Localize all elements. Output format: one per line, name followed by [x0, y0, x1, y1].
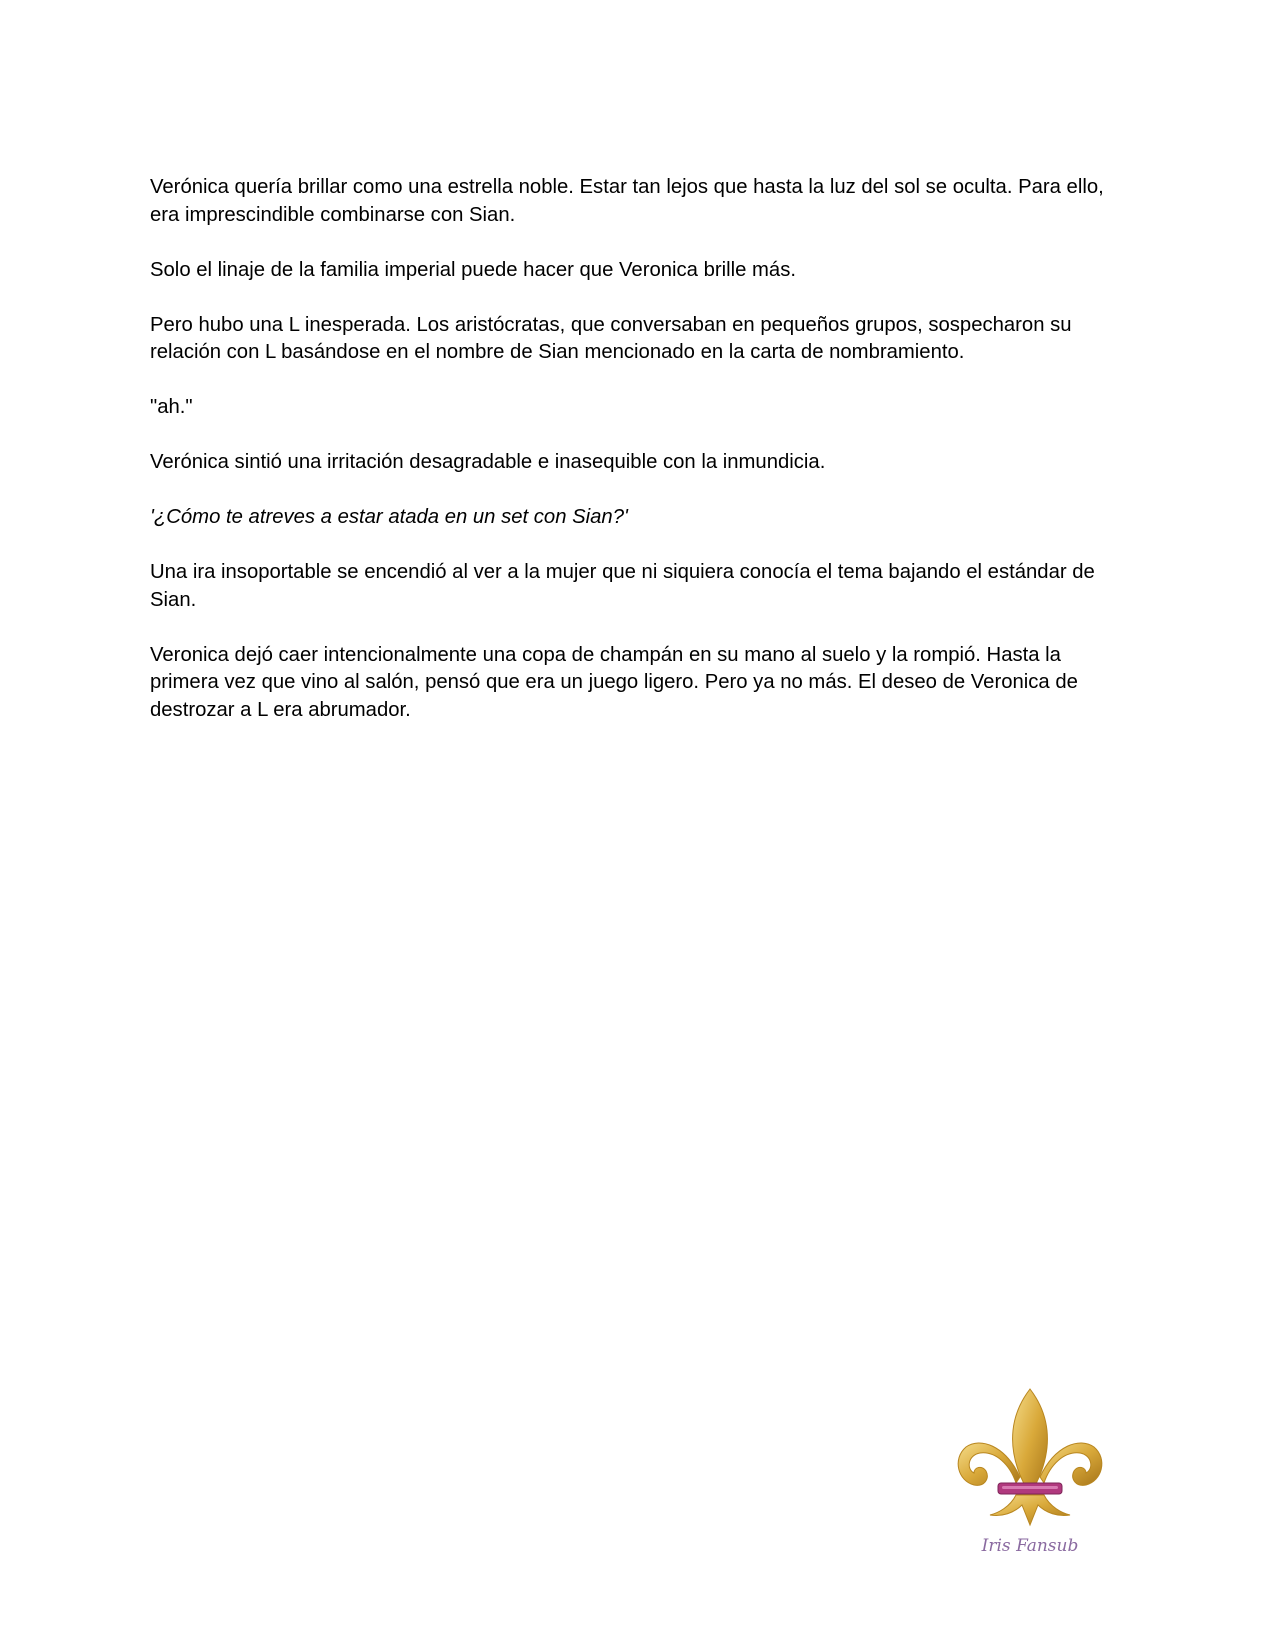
paragraph-6-thought: '¿Cómo te atreves a estar atada en un set con Sian?' — [150, 506, 628, 528]
paragraph-4: "ah." — [150, 396, 193, 418]
paragraph-5: Verónica sintió una irritación desagradable e inasequible con la inmundicia. — [150, 451, 826, 473]
paragraph-3: Pero hubo una L inesperada. Los aristócratas, que conversaban en pequeños grupos, sospecharon su relación con L basándose en el nombre de Sian mencionado en la carta de nombramiento. — [150, 313, 1072, 363]
paragraph-8: Veronica dejó caer intencionalmente una copa de champán en su mano al suelo y la rompió. Hasta la primera vez que vino al salón, pensó que era un juego ligero. Pero ya no más. El deseo de Veronica de destrozar a L era abrumador. — [150, 643, 1078, 721]
document-body — [150, 174, 1125, 752]
paragraph-2: Solo el linaje de la familia imperial puede hacer que Veronica brille más. — [150, 258, 796, 281]
paragraph-1: Verónica quería brillar como una estrella noble. Estar tan lejos que hasta la luz del sol se oculta. Para ello, era imprescindible combinarse con Sian. — [150, 176, 1104, 226]
logo-signature: Iris Fansub — [981, 1536, 1079, 1556]
paragraph-7: Una ira insoportable se encendió al ver a la mujer que ni siquiera conocía el tema bajando el estándar de Sian. — [150, 561, 1095, 611]
fleur-de-lis-icon — [950, 1385, 1110, 1565]
fansub-logo — [950, 1385, 1110, 1565]
